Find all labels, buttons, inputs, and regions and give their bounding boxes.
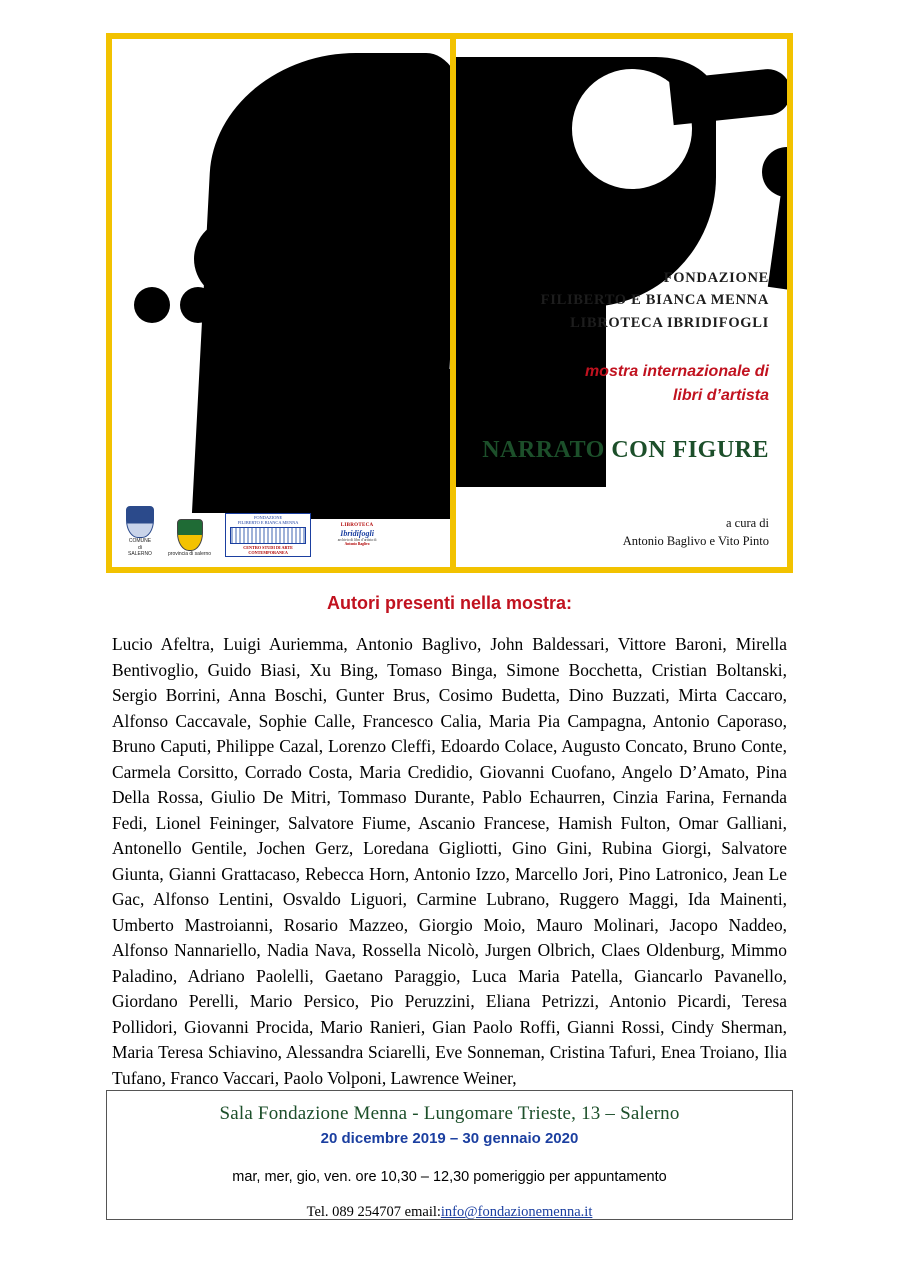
foundation-line-1: FONDAZIONE (663, 270, 769, 286)
logo-line-4: Antonio Baglivo (344, 542, 370, 547)
logo-line-2: FILIBERTO E BIANCA MENNA (237, 520, 299, 526)
contact-prefix: Tel. 089 254707 email: (306, 1204, 441, 1220)
logo-line-1: LIBROTECA (340, 523, 374, 529)
curator-credit (623, 514, 769, 552)
opening-hours-line: mar, mer, gio, ven. ore 10,30 – 12,30 pomeriggio per appuntamento (232, 1169, 667, 1185)
silhouette-head-graphic (112, 39, 450, 567)
exhibition-info-box (106, 1090, 793, 1220)
poster-subtitle-line-2: libri d’artista (672, 386, 769, 404)
logo-line-3: SALERNO (128, 550, 152, 557)
poster-left-panel (112, 39, 450, 567)
sponsor-logos (126, 506, 389, 557)
venue-line: Sala Fondazione Menna - Lungomare Trieste, 13 – Salerno (219, 1103, 680, 1124)
libroteca-ibridifogli-logo (325, 513, 389, 557)
logo-line-1: COMUNE (128, 538, 152, 545)
foundation-line-3: LIBROTECA IBRIDIFOGLI (570, 314, 769, 331)
comune-di-salerno-logo (126, 506, 154, 557)
logo-line-1: FONDAZIONE (253, 515, 283, 521)
foundation-line-2: FILIBERTO E BIANCA MENNA (540, 292, 769, 309)
poster-text-block (469, 267, 769, 464)
logo-line-2: di (138, 544, 142, 551)
logo-line-3: CENTRO STUDI DI ARTE CONTEMPORANEA (243, 544, 293, 555)
dates-line: 20 dicembre 2019 – 30 gennaio 2020 (320, 1130, 579, 1147)
fondazione-menna-logo (225, 513, 311, 557)
contact-line (107, 1204, 792, 1221)
authors-list: Lucio Afeltra, Luigi Auriemma, Antonio Baglivo, John Baldessari, Vittore Baroni, Mirella Bentivoglio, Guido Biasi, Xu Bing, Tomaso Binga, Simone Bocchetta, Cristian Boltanski, Sergio Borrini, Anna Boschi, Gunter Brus, Cosimo Budetta, Dino Buzzati, Mirta Caccaro, Alfonso Caccavale, Sophie Calle, Francesco Calia, Maria Pia Campagna, Antonio Caporaso, Bruno Caputi, Philippe Cazal, Lorenzo Cleffi, Edoardo Colace, Augusto Concato, Bruno Conte, Carmela Corsitto, Corrado Costa, Maria Credidio, Giovanni Cuofano, Angelo D’Amato, Pina Della Rossa, Giulio De Mitri, Tommaso Durante, Pablo Echaurren, Cinzia Farina, Fernanda Fedi, Lionel Feininger, Salvatore Fiume, Ascanio Francese, Hamish Fulton, Omar Galliani, Antonello Gentile, Jochen Gerz, Loredana Gigliotti, Gino Gini, Rubina Giorgi, Salvatore Giunta, Gianni Grattacaso, Rebecca Horn, Antonio Izzo, Marcello Jori, Pino Latronico, Jean Le Gac, Alfonso Lentini, Osvaldo Liguori, Carmine Lubrano, Ruggero Maggi, Ida Mainenti, Umberto Mastroianni, Rosario Mazzeo, Giorgio Moio, Mauro Molinari, Jacopo Naddeo, Alfonso Nannariello, Nadia Nava, Rossella Nicolò, Jurgen Olbrich, Claes Oldenburg, Mimmo Paladino, Adriano Paolelli, Gaetano Paraggio, Luca Maria Patella, Giancarlo Pavanello, Giordano Perelli, Mario Persico, Pio Peruzzini, Eliana Petrizzi, Antonio Picardi, Teresa Pollidori, Giovanni Procida, Mario Ranieri, Gian Paolo Roffi, Gianni Rossi, Cindy Sherman, Maria Teresa Schiavino, Alessandra Sciarelli, Eve Sonneman, Cristina Tafuri, Enea Troiano, Ilia Tufano, Franco Vaccari, Paolo Volponi, Lawrence Weiner, (112, 634, 787, 1088)
poster-subtitle-line-1: mostra internazionale di (584, 363, 769, 381)
curator-label: a cura di (725, 515, 769, 530)
curator-names: Antonio Baglivo e Vito Pinto (622, 534, 769, 549)
poster-right-panel (456, 39, 787, 567)
poster-image (106, 33, 793, 573)
logo-line-2: Ibridifogli (340, 529, 374, 539)
logo-line-2: provincia di salerno (168, 550, 212, 557)
email-link[interactable]: info@fondazionemenna.it (440, 1204, 593, 1220)
provincia-logo (168, 519, 211, 557)
authors-heading: Autori presenti nella mostra: (326, 593, 573, 613)
poster-title: NARRATO CON FIGURE (482, 436, 769, 463)
logo-line-3: archivio di libri d’artista di (337, 538, 377, 543)
